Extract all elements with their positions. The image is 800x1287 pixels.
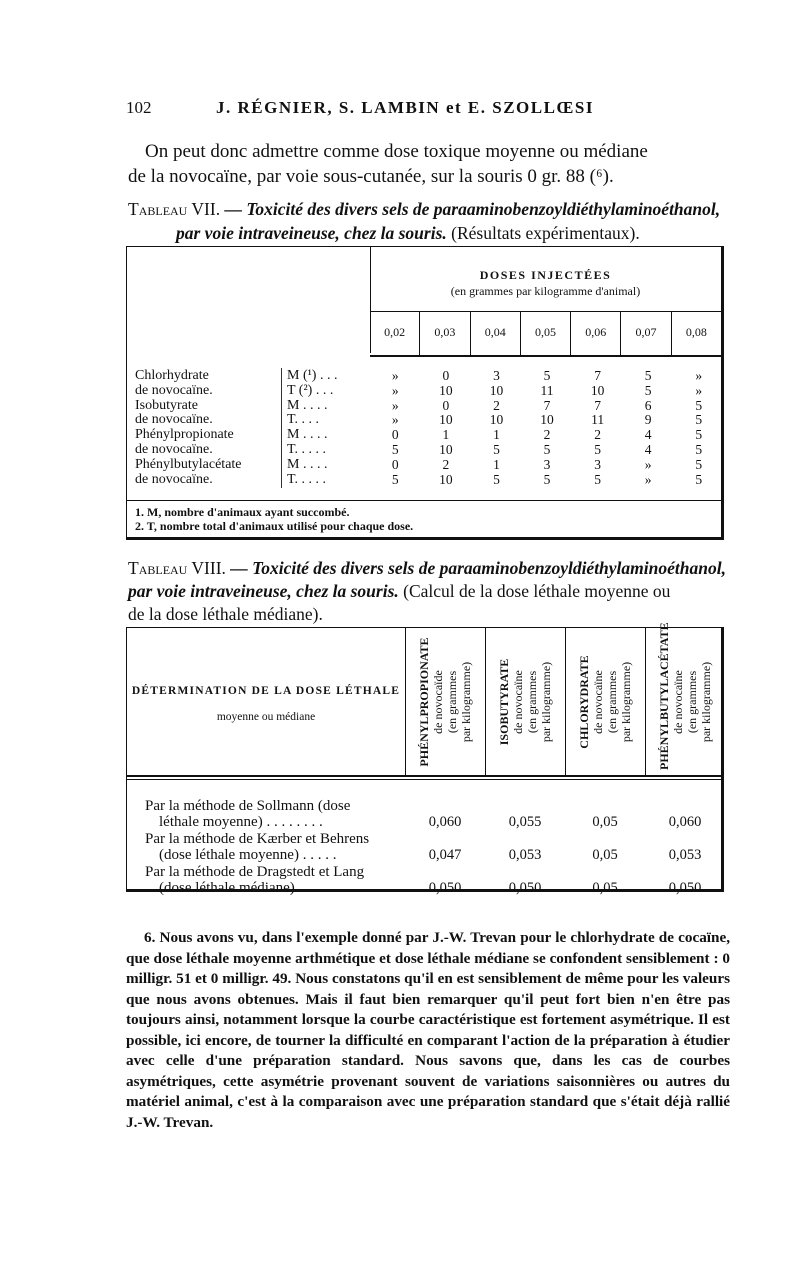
table-cell: 5: [695, 412, 703, 428]
col-name: PHÉNYLBUTYLACÉTATE: [657, 622, 671, 770]
col-header-phenylbutylacetate: [646, 622, 724, 770]
col-l4: par kilogramme): [539, 661, 553, 743]
row-label-line2: léthale moyenne) . . . . . . . .: [159, 814, 323, 830]
col-l4: par kilogramme): [699, 661, 713, 743]
table7-label: Tableau VII.: [128, 199, 221, 219]
table-cell: »: [391, 412, 399, 428]
row-name: de novocaïne.: [135, 412, 213, 428]
table8-caption-line2: [128, 581, 670, 602]
table-cell: 1: [493, 456, 500, 472]
table-cell: 0,05: [592, 880, 618, 896]
table-cell: 5: [644, 368, 652, 383]
col-name: ISOBUTYRATE: [497, 658, 511, 746]
row-code: M . . . .: [287, 458, 367, 473]
doses-header: [370, 267, 721, 299]
col-l3: (en grammes: [605, 670, 619, 734]
table8-left-header: [127, 678, 405, 730]
row-values: [370, 443, 724, 458]
table-cell: 10: [540, 412, 554, 428]
doses-subtitle: (en grammes par kilogramme d'animal): [450, 284, 641, 298]
table-cell: 10: [489, 382, 504, 398]
row-code: T. . . . .: [287, 473, 367, 488]
table-cell: 10: [439, 471, 453, 487]
table-cell: 7: [594, 397, 601, 413]
row-code: T. . . . .: [287, 443, 367, 458]
table-cell: 0,060: [668, 814, 702, 830]
row-label-line2: (dose léthale moyenne) . . . . .: [159, 847, 337, 863]
table-cell: 11: [591, 412, 605, 428]
table-cell: 5: [543, 471, 551, 487]
table-cell: 0,055: [508, 814, 542, 830]
row-values: [370, 458, 724, 473]
row-label-line2: (dose léthale médiane) . . . . .: [159, 880, 333, 896]
dose-col-header: 0,04: [470, 311, 520, 355]
table8-caption-plain2: de la dose léthale médiane).: [128, 604, 323, 624]
table-cell: 7: [594, 368, 601, 383]
col-header-phenylpropionate: [406, 634, 484, 770]
table-row: [145, 864, 715, 897]
row-name: Phénylpropionate: [135, 427, 234, 443]
dose-col-header: 0,02: [384, 325, 406, 339]
table-cell: 2: [543, 427, 551, 443]
table-cell: »: [644, 471, 652, 487]
table-cell: 10: [439, 441, 453, 457]
col-header-chlorydrate: [566, 634, 644, 770]
table-cell: 2: [493, 397, 500, 413]
col-l4: par kilogramme): [619, 661, 633, 743]
table-row: [135, 443, 721, 458]
dose-col-header: 0,07: [620, 311, 670, 355]
table-cell: 10: [489, 412, 504, 428]
table-cell: 5: [594, 441, 601, 457]
page-number: 102: [126, 98, 152, 117]
table-cell: 2: [442, 456, 450, 472]
row-name: Isobutyrate: [135, 397, 198, 413]
table-cell: 0,050: [508, 880, 542, 896]
dose-col-header: 0,08: [671, 311, 721, 355]
table8-caption-line1: [128, 558, 726, 579]
table-cell: 3: [594, 456, 601, 472]
table-cell: »: [391, 368, 399, 383]
table-cell: »: [391, 397, 399, 413]
row-label-line1: Par la méthode de Dragstedt et Lang: [145, 864, 365, 880]
table-cell: 5: [695, 397, 703, 413]
dose-col-header: 0,03: [419, 311, 469, 355]
table-cell: 5: [644, 382, 652, 398]
table-cell: 4: [644, 441, 652, 457]
table-cell: 4: [644, 427, 652, 443]
footnote-6: [126, 928, 730, 1133]
col-l3: (en grammes: [525, 670, 539, 734]
dose-col-header: 0,06: [570, 311, 620, 355]
col-l2: de novocaïde: [431, 670, 445, 734]
row-values: [370, 399, 724, 414]
row-name: de novocaïne.: [135, 471, 213, 487]
table-cell: 5: [543, 441, 551, 457]
row-values: [370, 428, 724, 443]
table-cell: 0,05: [592, 814, 618, 830]
row-values: [370, 369, 724, 384]
col-l3: (en grammes: [685, 670, 699, 734]
table7-body: [135, 369, 721, 487]
col-name: CHLORYDRATE: [577, 655, 591, 749]
doses-title: DOSES INJECTÉES: [479, 268, 612, 282]
table8-caption-italic: — Toxicité des divers sels de paraaminobenzoyldiéthylaminoéthanol,: [230, 558, 726, 578]
table-cell: 0: [391, 427, 399, 443]
col-l3: (en grammes: [445, 670, 459, 734]
row-code: M . . . .: [287, 399, 367, 414]
table-row: [135, 384, 721, 399]
col-header-isobutyrate: [486, 634, 564, 770]
row-code: T. . . .: [287, 413, 367, 428]
table7-caption-line2: [176, 223, 640, 244]
table7-caption-line1: [128, 199, 720, 220]
table-8: [126, 622, 724, 896]
row-values: [370, 473, 724, 488]
table-cell: 0,050: [668, 880, 702, 896]
table-cell: 1: [493, 427, 500, 443]
table-cell: 10: [439, 382, 453, 398]
table-cell: 0: [442, 368, 450, 383]
page-header: [126, 98, 726, 118]
table-cell: 0,05: [592, 847, 618, 863]
table-row: [135, 369, 721, 384]
col-l4: par kilogramme): [459, 661, 473, 743]
table-cell: »: [391, 382, 399, 398]
table-row: [135, 458, 721, 473]
table-row: [135, 473, 721, 488]
table-cell: 7: [543, 397, 551, 413]
table-cell: 5: [391, 441, 399, 457]
table-cell: 2: [594, 427, 601, 443]
table-row: [135, 428, 721, 443]
table-cell: »: [644, 456, 652, 472]
table-cell: 0,050: [428, 880, 462, 896]
table-cell: 5: [594, 471, 601, 487]
table-cell: 5: [695, 441, 703, 457]
table-7: [126, 246, 724, 540]
table-cell: 3: [543, 456, 551, 472]
table7-note: 1. M, nombre d'animaux ayant succombé.: [135, 505, 350, 519]
footnote-text: 6. Nous avons vu, dans l'exemple donné par J.-W. Trevan pour le chlorhydrate de cocaïne, que dose léthale moyenne arthmétique et dose léthale médiane se confondent sensiblement : 0 milligr. 51 et 0 milligr. 49. Nous constatons qu'il en est sensiblement de même pour les valeurs que nous avons obtenues. Mais il faut bien remarquer qu'il peut fort bien n'en être pas toujours ainsi, notamment lorsque la courbe caractéristique est fortement asymétrique. Il est possible, ici encore, de tourner la difficulté en comparant l'action de la préparation à étudier avec celle d'une préparation standard. Nous savons que, dans les cas de courbes asymétriques, cette asymétrie provenant souvent de variations saisonnières ou autres du matériel animal, c'est à la comparaison avec une préparation standard que s'était déjà rallié J.-W. Trevan.: [126, 929, 730, 1131]
table-row: [145, 798, 715, 831]
table-cell: 0,053: [668, 847, 702, 863]
row-code: M . . . .: [287, 428, 367, 443]
table-cell: 1: [442, 427, 450, 443]
intro-line-1: On peut donc admettre comme dose toxique moyenne ou médiane: [145, 141, 648, 162]
table-row: [135, 413, 721, 428]
table-cell: 11: [540, 382, 554, 398]
row-name: Phénylbutylacétate: [135, 456, 242, 472]
table-cell: 5: [391, 471, 399, 487]
row-code: T (²) . . .: [287, 384, 367, 399]
table8-body: [145, 798, 715, 897]
row-code: M (¹) . . .: [287, 369, 367, 384]
row-name: de novocaïne.: [135, 382, 213, 398]
table7-caption-plain: (Résultats expérimentaux).: [451, 223, 640, 243]
table-cell: 0,047: [428, 847, 462, 863]
table-cell: »: [695, 382, 703, 398]
dose-col-header: 0,05: [520, 311, 570, 355]
row-label-line1: Par la méthode de Sollmann (dose: [145, 798, 351, 814]
col-name: PHÉNYLPROPIONATE: [417, 637, 431, 767]
table7-caption-italic2: par voie intraveineuse, chez la souris.: [176, 223, 447, 243]
table-row: [145, 831, 715, 864]
table7-caption-italic: — Toxicité des divers sels de paraaminobenzoyldiéthylaminoéthanol,: [224, 199, 721, 219]
table8-left-head-title: DÉTERMINATION DE LA DOSE LÉTHALE: [131, 685, 401, 697]
row-name: Chlorhydrate: [135, 368, 209, 383]
row-values: [370, 413, 724, 428]
table-cell: »: [695, 368, 703, 383]
table7-notes: [135, 505, 413, 533]
running-title: J. RÉGNIER, S. LAMBIN et E. SZOLLŒSI: [216, 98, 595, 117]
table-cell: 0: [391, 456, 399, 472]
col-l2: de novocaïne: [591, 670, 605, 734]
table-cell: 5: [543, 368, 551, 383]
row-label-line1: Par la méthode de Kærber et Behrens: [145, 831, 370, 847]
table-cell: 0,053: [508, 847, 542, 863]
table-cell: 6: [644, 397, 652, 413]
table8-caption-plain: (Calcul de la dose léthale moyenne ou: [403, 581, 671, 601]
table-cell: 3: [493, 368, 500, 383]
table-cell: 10: [439, 412, 453, 428]
table8-label: Tableau VIII.: [128, 558, 226, 578]
table8-caption-line3: [128, 604, 323, 625]
table-cell: 0: [442, 397, 450, 413]
col-l2: de novocaïne: [511, 670, 525, 734]
table8-left-head-sub: moyenne ou médiane: [216, 711, 316, 723]
table-cell: 5: [695, 471, 703, 487]
table-cell: 0,060: [428, 814, 462, 830]
table-cell: 10: [590, 382, 605, 398]
table-cell: 5: [493, 471, 500, 487]
table-cell: 9: [644, 412, 652, 428]
row-name: de novocaïne.: [135, 441, 213, 457]
col-l2: de novocaïne: [671, 670, 685, 734]
dose-columns: [370, 311, 721, 355]
table-cell: 5: [695, 427, 703, 443]
table7-note: 2. T, nombre total d'animaux utilisé pour chaque dose.: [135, 519, 414, 533]
table8-caption-italic2: par voie intraveineuse, chez la souris.: [128, 581, 399, 601]
intro-line-2: de la novocaïne, par voie sous-cutanée, sur la souris 0 gr. 88 (⁶).: [128, 166, 614, 187]
table-cell: 5: [493, 441, 500, 457]
table-cell: 5: [695, 456, 703, 472]
row-values: [370, 384, 724, 399]
table-row: [135, 399, 721, 414]
